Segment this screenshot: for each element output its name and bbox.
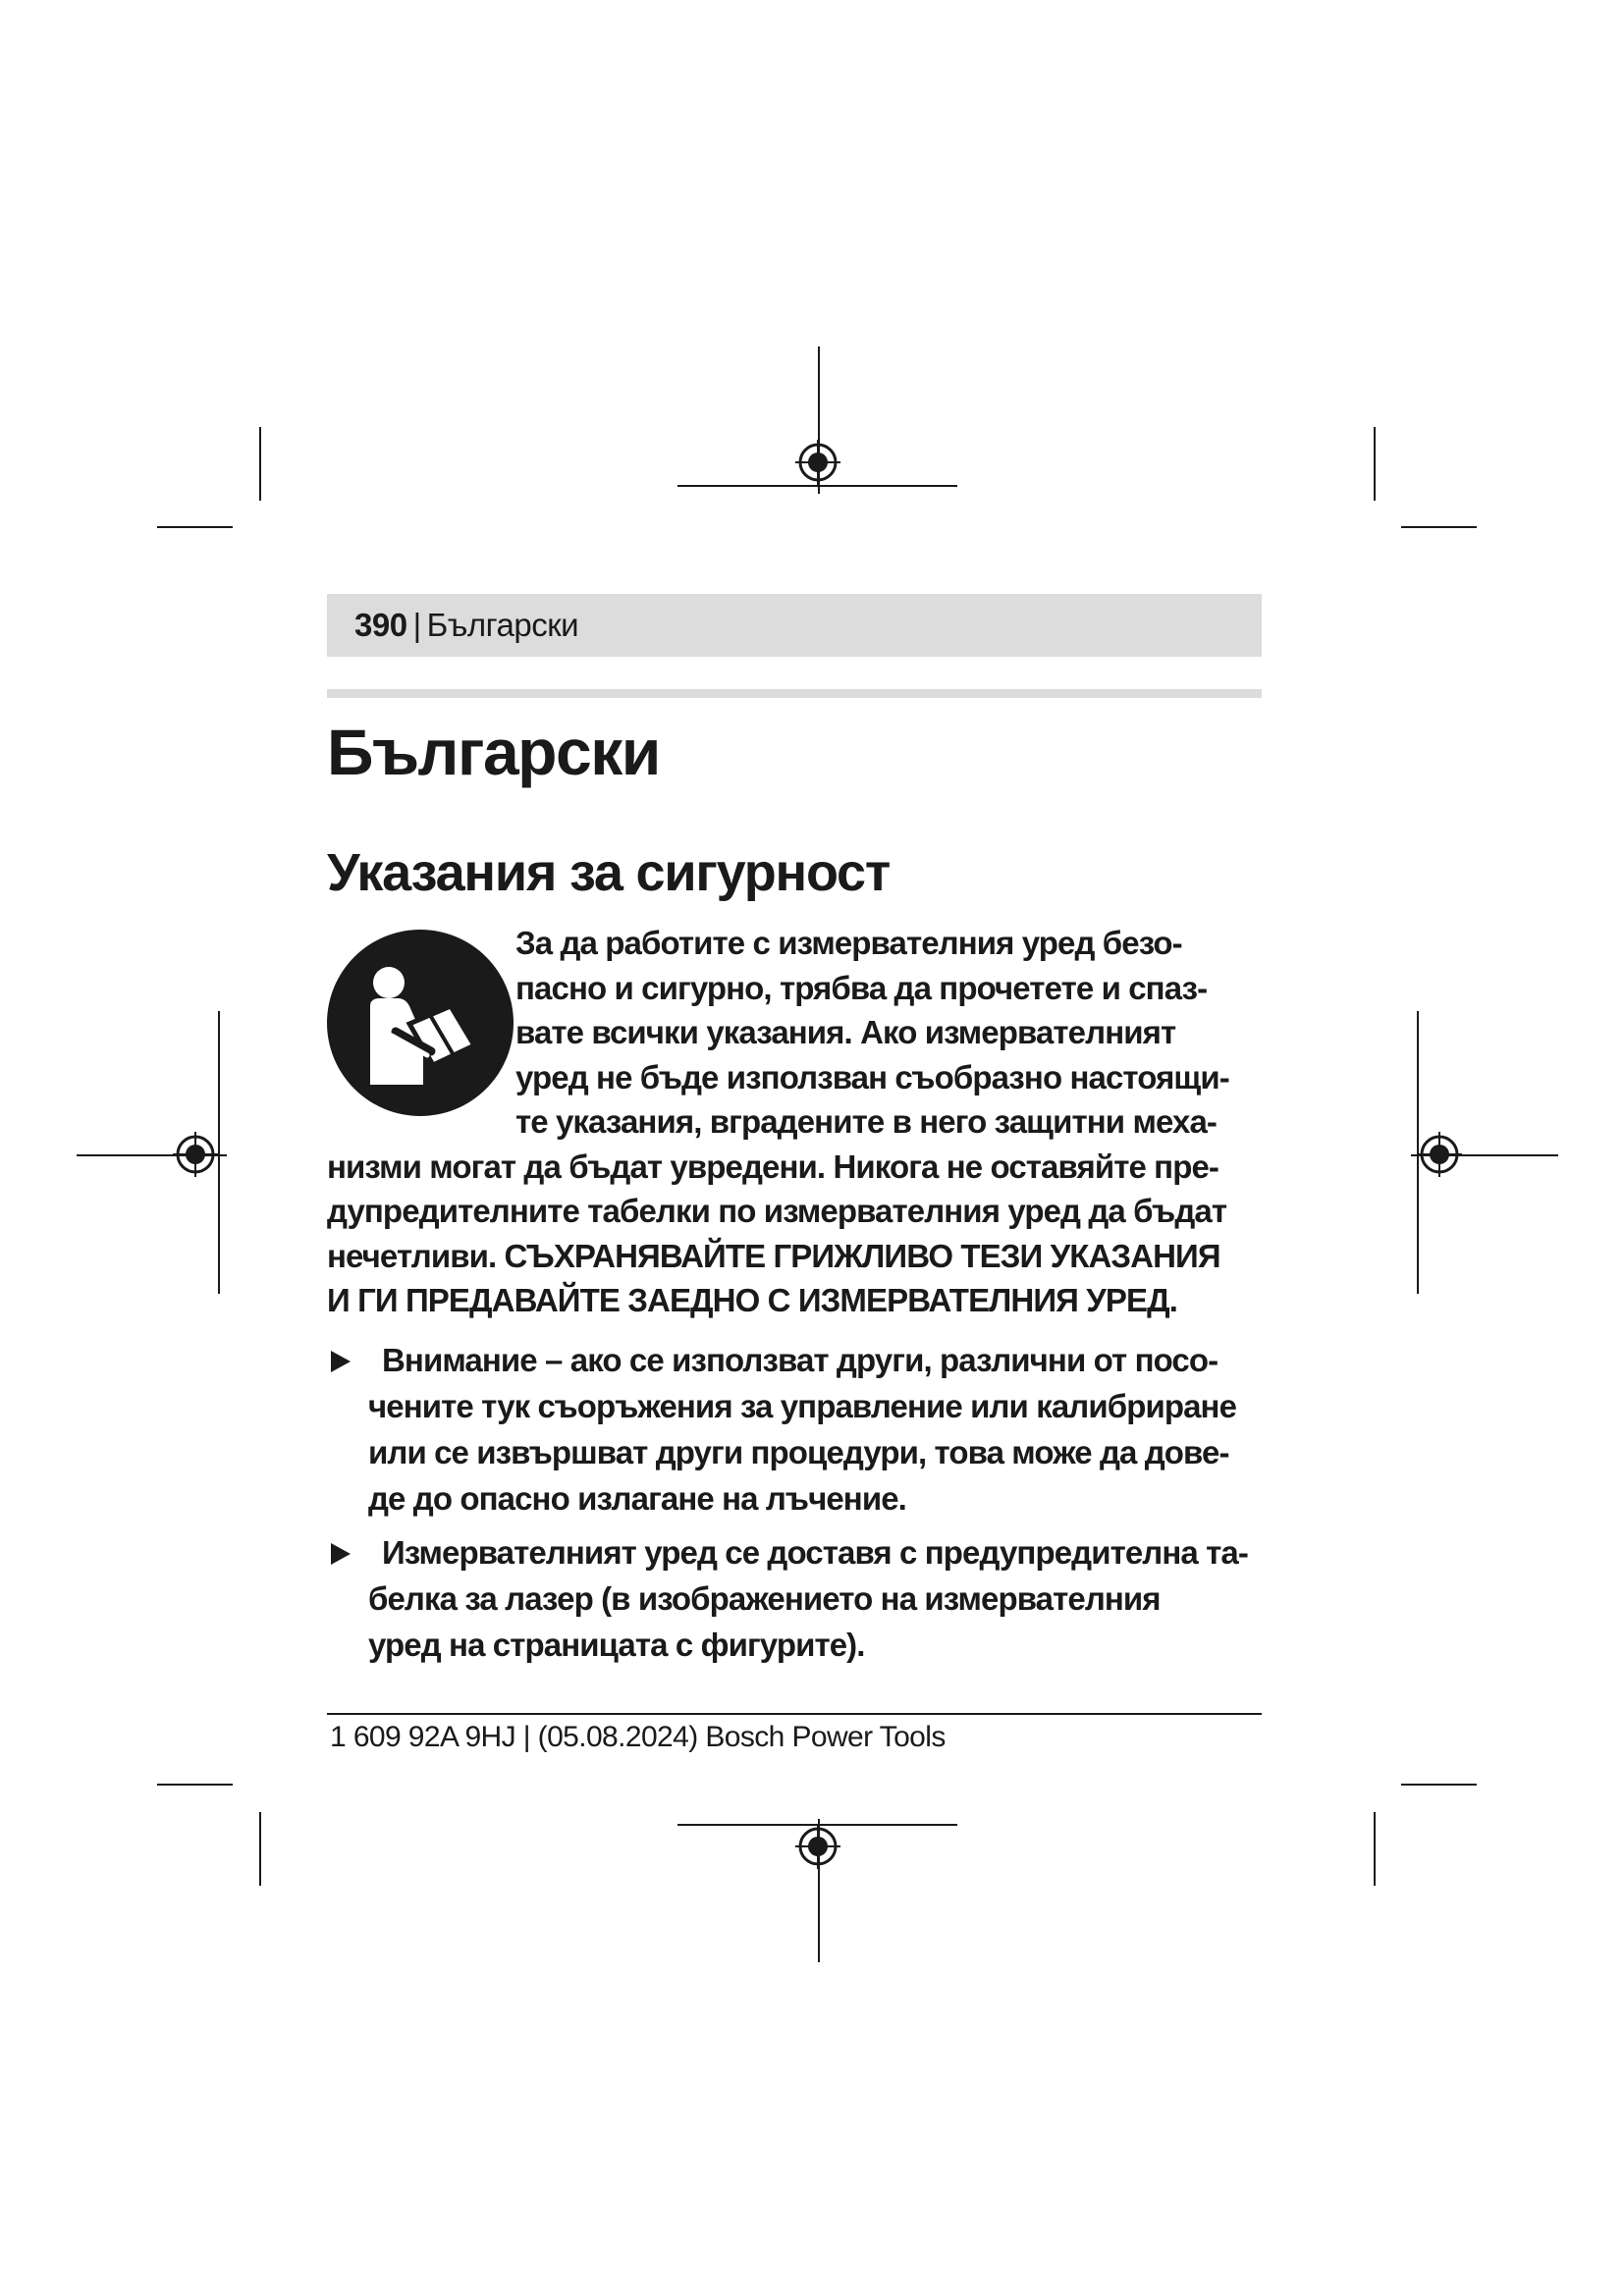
header-separator: |: [412, 607, 421, 643]
registration-mark-top: [795, 440, 840, 485]
page-number: 390: [354, 607, 407, 643]
registration-mark-right: [1417, 1132, 1462, 1177]
section-heading: Указания за сигурност: [327, 843, 891, 902]
intro-line: уред не бъде използван съобразно настоящи-: [515, 1058, 1229, 1095]
intro-line: И ГИ ПРЕДАВАЙТЕ ЗАЕДНО С ИЗМЕРВАТЕЛНИЯ УРЕД.: [327, 1282, 1177, 1318]
header-section-name: Български: [426, 607, 579, 643]
intro-line: нечетливи. СЪХРАНЯВАЙТЕ ГРИЖЛИВО ТЕЗИ УКАЗАНИЯ: [327, 1237, 1220, 1274]
list-item-text: [368, 1529, 1270, 1668]
registration-mark-left: [173, 1132, 218, 1177]
list-item-line: уред на страницата с фигурите).: [368, 1627, 865, 1663]
intro-line: вате всички указания. Ако измервателният: [515, 1014, 1176, 1050]
list-item-line: де до опасно излагане на лъчение.: [368, 1480, 906, 1517]
intro-line: За да работите с измервателния уред безо-: [515, 925, 1182, 961]
page-title: Български: [327, 716, 660, 788]
list-item-line: белка за лазер (в изображението на измервателния: [368, 1580, 1161, 1617]
registration-mark-bottom: [795, 1824, 840, 1869]
list-item-line: Внимание – ако се използват други, различни от посо-: [382, 1342, 1218, 1378]
warning-list: [327, 1337, 1270, 1676]
list-item: [327, 1337, 1270, 1522]
list-item: [327, 1529, 1270, 1668]
list-item-line: Измервателният уред се доставя с предупредителна та-: [382, 1534, 1248, 1571]
intro-line: низми могат да бъдат увредени. Никога не оставяйте пре-: [327, 1148, 1219, 1185]
intro-paragraph: [327, 921, 1265, 1323]
intro-line: пасно и сигурно, трябва да прочетете и спаз-: [515, 969, 1208, 1006]
page-header: [327, 594, 1262, 657]
list-item-text: [368, 1337, 1270, 1522]
list-item-line: чените тук съоръжения за управление или калибриране: [368, 1388, 1237, 1424]
footer-divider: [327, 1713, 1262, 1715]
header-divider: [327, 689, 1262, 698]
list-item-line: или се извършват други процедури, това може да дове-: [368, 1434, 1229, 1470]
page-footer: 1 609 92A 9HJ | (05.08.2024) Bosch Power Tools: [330, 1721, 946, 1753]
bullet-triangle-icon: [331, 1351, 351, 1372]
intro-line: дупредителните табелки по измервателния уред да бъдат: [327, 1193, 1227, 1229]
intro-line: те указания, вградените в него защитни меха-: [515, 1103, 1217, 1140]
bullet-triangle-icon: [331, 1543, 351, 1565]
